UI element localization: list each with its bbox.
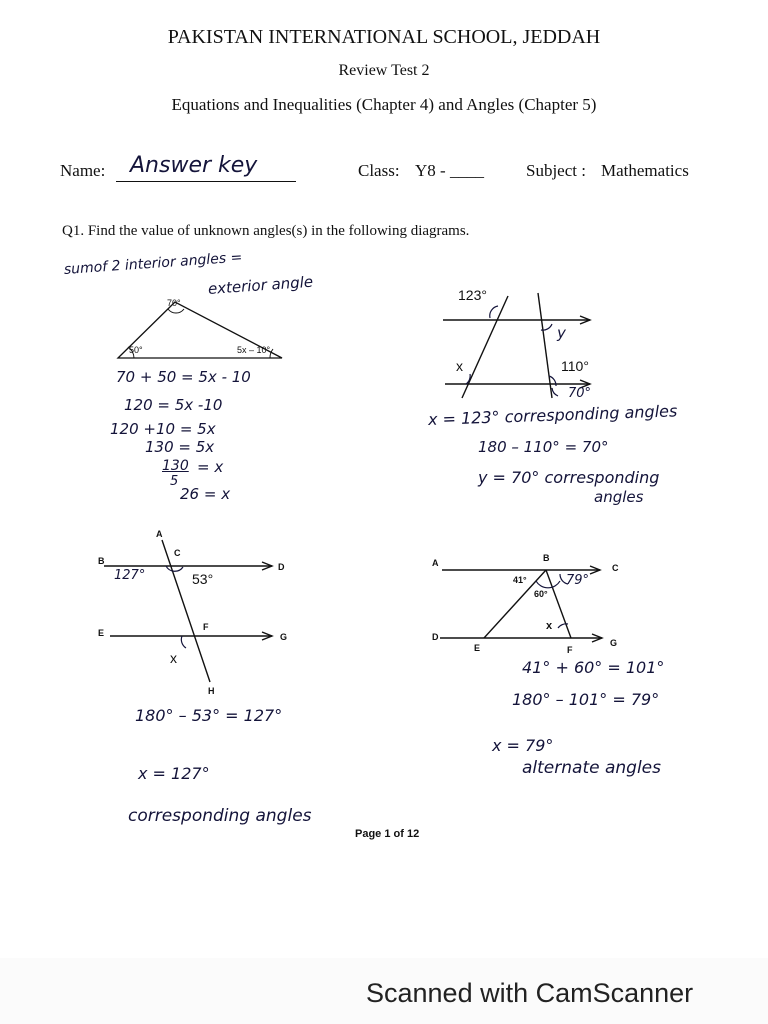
d1-step-4: 130 = 5x <box>145 438 215 456</box>
page-number: Page 1 of 12 <box>355 828 420 840</box>
d2-work-line4: angles <box>594 488 644 506</box>
d2-label-x: x <box>456 358 463 374</box>
d2-angle-top: 123° <box>458 287 487 303</box>
d2-work-line2: 180 – 110° = 70° <box>478 438 609 456</box>
d2-work-line1: x = 123° corresponding angles <box>427 401 678 429</box>
d4-work-line3: x = 79° <box>492 736 554 755</box>
d3-angle-127: 127° <box>114 568 146 583</box>
d1-note-line1: sumof 2 interior angles = <box>63 249 243 278</box>
d3-point-b: B <box>98 556 105 566</box>
subject-label: Subject : <box>526 161 586 180</box>
d4-work-line2: 180° – 101° = 79° <box>512 690 660 709</box>
d4-point-b: B <box>543 553 550 563</box>
d1-step-5-denominator: 5 <box>170 474 179 489</box>
d2-angle-mid: 110° <box>561 358 589 374</box>
d1-step-5-rhs: = x <box>197 458 224 476</box>
d3-point-f: F <box>203 622 209 632</box>
d4-angle-60: 60° <box>534 589 548 599</box>
d4-work-line1: 41° + 60° = 101° <box>522 658 665 677</box>
d3-point-h: H <box>208 686 215 696</box>
question-text: Q1. Find the value of unknown angles(s) in the following diagrams. <box>62 223 470 239</box>
d3-work-line2: x = 127° <box>138 764 210 783</box>
subject-value: Mathematics <box>601 161 689 180</box>
d3-work-line3: corresponding angles <box>128 806 312 826</box>
d1-note-line2: exterior angle <box>207 272 314 298</box>
d3-point-c: C <box>174 548 181 558</box>
name-label: Name: <box>60 161 106 180</box>
class-value: Y8 - ____ <box>415 161 484 180</box>
name-value: Answer key <box>130 153 258 178</box>
d3-point-d: D <box>278 562 285 572</box>
d1-step-6: 26 = x <box>180 485 231 503</box>
d2-work-line3: y = 70° corresponding <box>478 468 660 487</box>
d4-label-x: x <box>546 620 553 632</box>
d1-angle-top: 70° <box>167 298 181 308</box>
d1-step-3: 120 +10 = 5x <box>110 420 216 438</box>
chapters-title: Equations and Inequalities (Chapter 4) and Angles (Chapter 5) <box>171 95 597 114</box>
d1-step-5-numerator: 130 <box>162 458 189 474</box>
d4-point-a: A <box>432 558 439 568</box>
d1-step-1: 70 + 50 = 5x - 10 <box>116 368 251 386</box>
d1-step-2: 120 = 5x -10 <box>124 396 223 414</box>
d1-angle-left: 50° <box>129 345 143 355</box>
scanner-watermark: Scanned with CamScanner <box>366 978 694 1008</box>
test-title: Review Test 2 <box>338 62 430 79</box>
d1-angle-right: 5x – 10° <box>237 345 271 355</box>
d3-point-e: E <box>98 628 105 638</box>
d4-point-c: C <box>612 563 619 573</box>
d4-angle-79: 79° <box>566 573 590 588</box>
d3-point-g: G <box>280 632 288 642</box>
d4-point-d: D <box>432 632 439 642</box>
d3-angle-53: 53° <box>192 571 214 587</box>
d2-angle-low: 70° <box>568 386 592 401</box>
class-label: Class: <box>358 161 400 180</box>
d3-point-a: A <box>156 529 163 539</box>
d3-label-x: x <box>170 650 177 666</box>
d4-point-g: G <box>610 638 618 648</box>
d3-work-line1: 180° – 53° = 127° <box>135 706 283 725</box>
d4-angle-41: 41° <box>513 575 527 585</box>
d4-work-line4: alternate angles <box>522 758 661 778</box>
d4-point-e: E <box>474 643 481 653</box>
school-title: PAKISTAN INTERNATIONAL SCHOOL, JEDDAH <box>167 26 601 48</box>
d4-point-f: F <box>567 645 573 655</box>
d2-label-y: y <box>557 324 566 342</box>
